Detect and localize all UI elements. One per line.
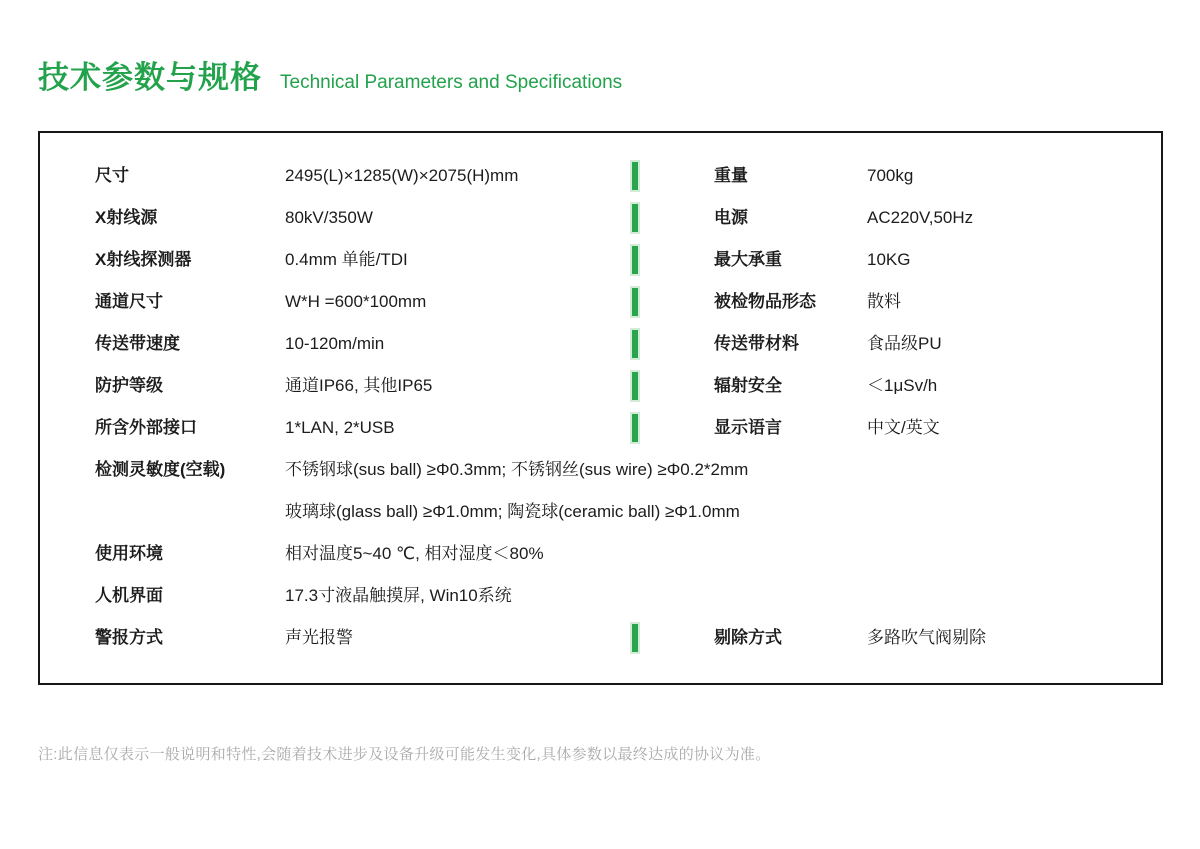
spec-value-left: 80kV/350W [285,208,373,227]
spec-value-right: 10KG [867,250,911,269]
spec-label-right: 被检物品形态 [714,292,816,311]
page-header [38,52,1200,97]
row-divider [632,414,638,442]
spec-box [38,131,1163,685]
spec-row [95,323,1161,365]
spec-label-left: 使用环境 [95,544,163,563]
spec-label-right: 最大承重 [714,250,782,269]
spec-row [95,533,1161,575]
row-divider [632,624,638,652]
row-divider [632,162,638,190]
spec-label-left: 尺寸 [95,166,129,185]
spec-label-left: X射线探测器 [95,250,192,269]
spec-label-right: 辐射安全 [714,376,782,395]
divider-cell [632,162,714,190]
divider-cell [632,414,714,442]
divider-cell [632,330,714,358]
spec-row [95,575,1161,617]
disclaimer-note: 注:此信息仅表示一般说明和特性,会随着技术进步及设备升级可能发生变化,具体参数以最终达成的协议为准。 [38,746,771,763]
row-divider [632,330,638,358]
spec-label-right: 显示语言 [714,418,782,437]
spec-value-left: 不锈钢球(sus ball) ≥Φ0.3mm; 不锈钢丝(sus wire) ≥Φ0.2*2mm [285,460,749,479]
spec-row [95,617,1161,659]
row-divider [632,204,638,232]
spec-label-right: 重量 [714,166,748,185]
spec-value-left: 相对温度5~40 ℃, 相对湿度＜80% [285,544,544,563]
spec-value-left: 通道IP66, 其他IP65 [285,376,433,395]
spec-label-left: 检测灵敏度(空载) [95,460,226,479]
divider-cell [632,372,714,400]
spec-row [95,365,1161,407]
page-title: 技术参数与规格 [38,60,262,95]
spec-label-right: 电源 [714,208,748,227]
divider-cell [632,624,714,652]
spec-value-right: ＜1μSv/h [867,376,938,395]
page-subtitle: Technical Parameters and Specifications [280,72,623,93]
row-divider [632,288,638,316]
row-divider [632,372,638,400]
divider-cell [632,204,714,232]
spec-label-left: X射线源 [95,208,158,227]
divider-cell [632,246,714,274]
spec-row [95,197,1161,239]
spec-value-left: 1*LAN, 2*USB [285,418,395,437]
spec-label-right: 传送带材料 [714,334,799,353]
spec-value-left: 10-120m/min [285,334,385,353]
spec-label-left: 防护等级 [95,376,163,395]
spec-label-left: 通道尺寸 [95,292,163,311]
spec-row [95,491,1161,533]
spec-value-right: 食品级PU [867,334,942,353]
spec-label-left: 传送带速度 [95,334,180,353]
spec-row [95,449,1161,491]
spec-label-right: 剔除方式 [714,628,782,647]
spec-value-left: 2495(L)×1285(W)×2075(H)mm [285,166,519,185]
spec-value-left: W*H =600*100mm [285,292,427,311]
spec-label-left: 所含外部接口 [95,418,197,437]
spec-value-left: 声光报警 [285,628,353,647]
spec-label-left: 警报方式 [95,628,163,647]
spec-value-right: 700kg [867,166,914,185]
spec-value-left: 17.3寸液晶触摸屏, Win10系统 [285,586,512,605]
spec-value-right: 中文/英文 [867,418,940,437]
spec-value-right: 多路吹气阀剔除 [867,628,986,647]
spec-row [95,281,1161,323]
spec-value-left: 玻璃球(glass ball) ≥Φ1.0mm; 陶瓷球(ceramic ball) ≥Φ1.0mm [285,502,740,521]
spec-row [95,407,1161,449]
spec-row [95,239,1161,281]
spec-value-right: 散料 [867,292,901,311]
divider-cell [632,288,714,316]
spec-row [95,155,1161,197]
row-divider [632,246,638,274]
spec-value-right: AC220V,50Hz [867,208,974,227]
spec-rows [95,155,1161,659]
spec-value-left: 0.4mm 单能/TDI [285,250,408,269]
spec-label-left: 人机界面 [95,586,163,605]
